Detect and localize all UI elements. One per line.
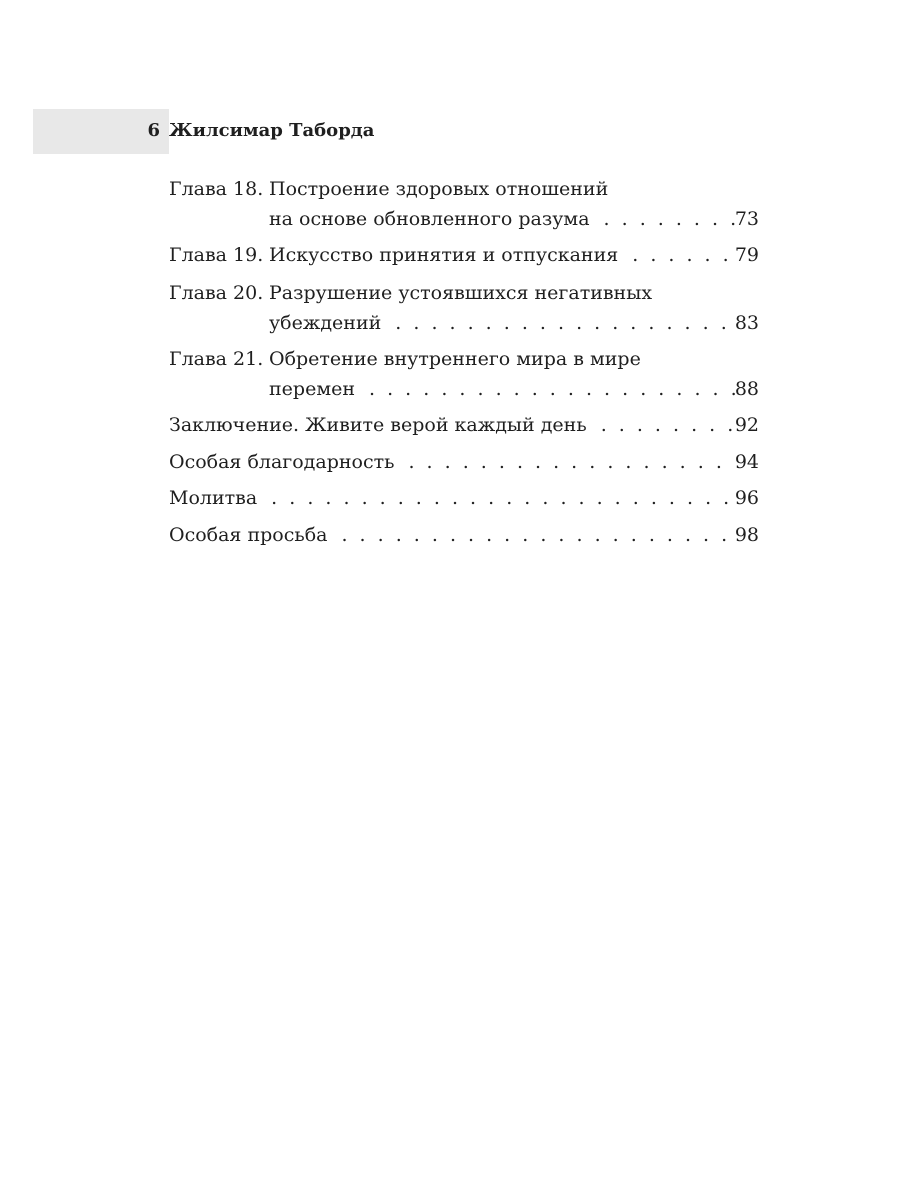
dot-leader bbox=[394, 447, 734, 477]
toc-page-number: 96 bbox=[734, 487, 759, 509]
dot-leader bbox=[618, 240, 735, 270]
chapter-title-line-1: Разрушение устоявшихся негативных bbox=[269, 282, 653, 304]
toc-entry-chapter-21[interactable] bbox=[169, 344, 759, 410]
toc-entry-chapter-18[interactable] bbox=[169, 174, 759, 240]
entry-title: Молитва bbox=[169, 487, 258, 509]
chapter-title-line-2: убеждений bbox=[269, 312, 382, 334]
chapter-title-leader-row bbox=[169, 374, 759, 404]
entry-title-leader-row bbox=[169, 410, 759, 440]
toc-entry-chapter-19[interactable] bbox=[169, 240, 759, 278]
entry-title: Заключение. Живите верой каждый день bbox=[169, 414, 587, 436]
entry-title-leader-row bbox=[169, 483, 759, 513]
chapter-title-line-1: Обретение внутреннего мира в мире bbox=[269, 348, 641, 370]
running-header-author: Жилсимар Таборда bbox=[169, 120, 375, 141]
toc-page-number: 73 bbox=[734, 208, 759, 230]
dot-leader bbox=[327, 520, 734, 550]
chapter-title-line-2: перемен bbox=[269, 378, 356, 400]
toc-page-number: 92 bbox=[734, 414, 759, 436]
dot-leader bbox=[257, 483, 735, 513]
chapter-number: Глава 19. bbox=[169, 244, 264, 266]
dot-leader bbox=[590, 204, 735, 234]
dot-leader bbox=[355, 374, 735, 404]
chapter-title-leader-row bbox=[169, 204, 759, 234]
entry-title-leader-row bbox=[169, 447, 759, 477]
chapter-title-line-2: на основе обновленного разума bbox=[269, 208, 590, 230]
chapter-title-line-1: Искусство принятия и отпускания bbox=[269, 244, 619, 266]
chapter-number: Глава 21. bbox=[169, 348, 264, 370]
entry-title: Особая просьба bbox=[169, 523, 328, 546]
page-number: 6 bbox=[147, 120, 160, 141]
toc-entry-special-request[interactable] bbox=[169, 520, 759, 557]
toc-entry-conclusion[interactable] bbox=[169, 410, 759, 447]
chapter-number: Глава 18. bbox=[169, 178, 264, 200]
toc-page-number: 98 bbox=[734, 523, 759, 546]
dot-leader bbox=[381, 308, 735, 338]
dot-leader bbox=[587, 410, 735, 440]
toc-page-number: 79 bbox=[734, 244, 759, 266]
toc-page-number: 94 bbox=[734, 450, 759, 473]
table-of-contents bbox=[169, 174, 759, 556]
toc-page-number: 83 bbox=[734, 312, 759, 334]
toc-entry-chapter-20[interactable] bbox=[169, 278, 759, 344]
toc-page-number: 88 bbox=[734, 378, 759, 400]
entry-title: Особая благодарность bbox=[169, 450, 395, 473]
toc-entry-prayer[interactable] bbox=[169, 483, 759, 520]
chapter-title-line-1: Построение здоровых отношений bbox=[269, 178, 609, 200]
toc-entry-acknowledgements[interactable] bbox=[169, 447, 759, 484]
entry-title-leader-row bbox=[169, 520, 759, 550]
chapter-title-leader-row bbox=[169, 308, 759, 338]
chapter-number: Глава 20. bbox=[169, 282, 264, 304]
